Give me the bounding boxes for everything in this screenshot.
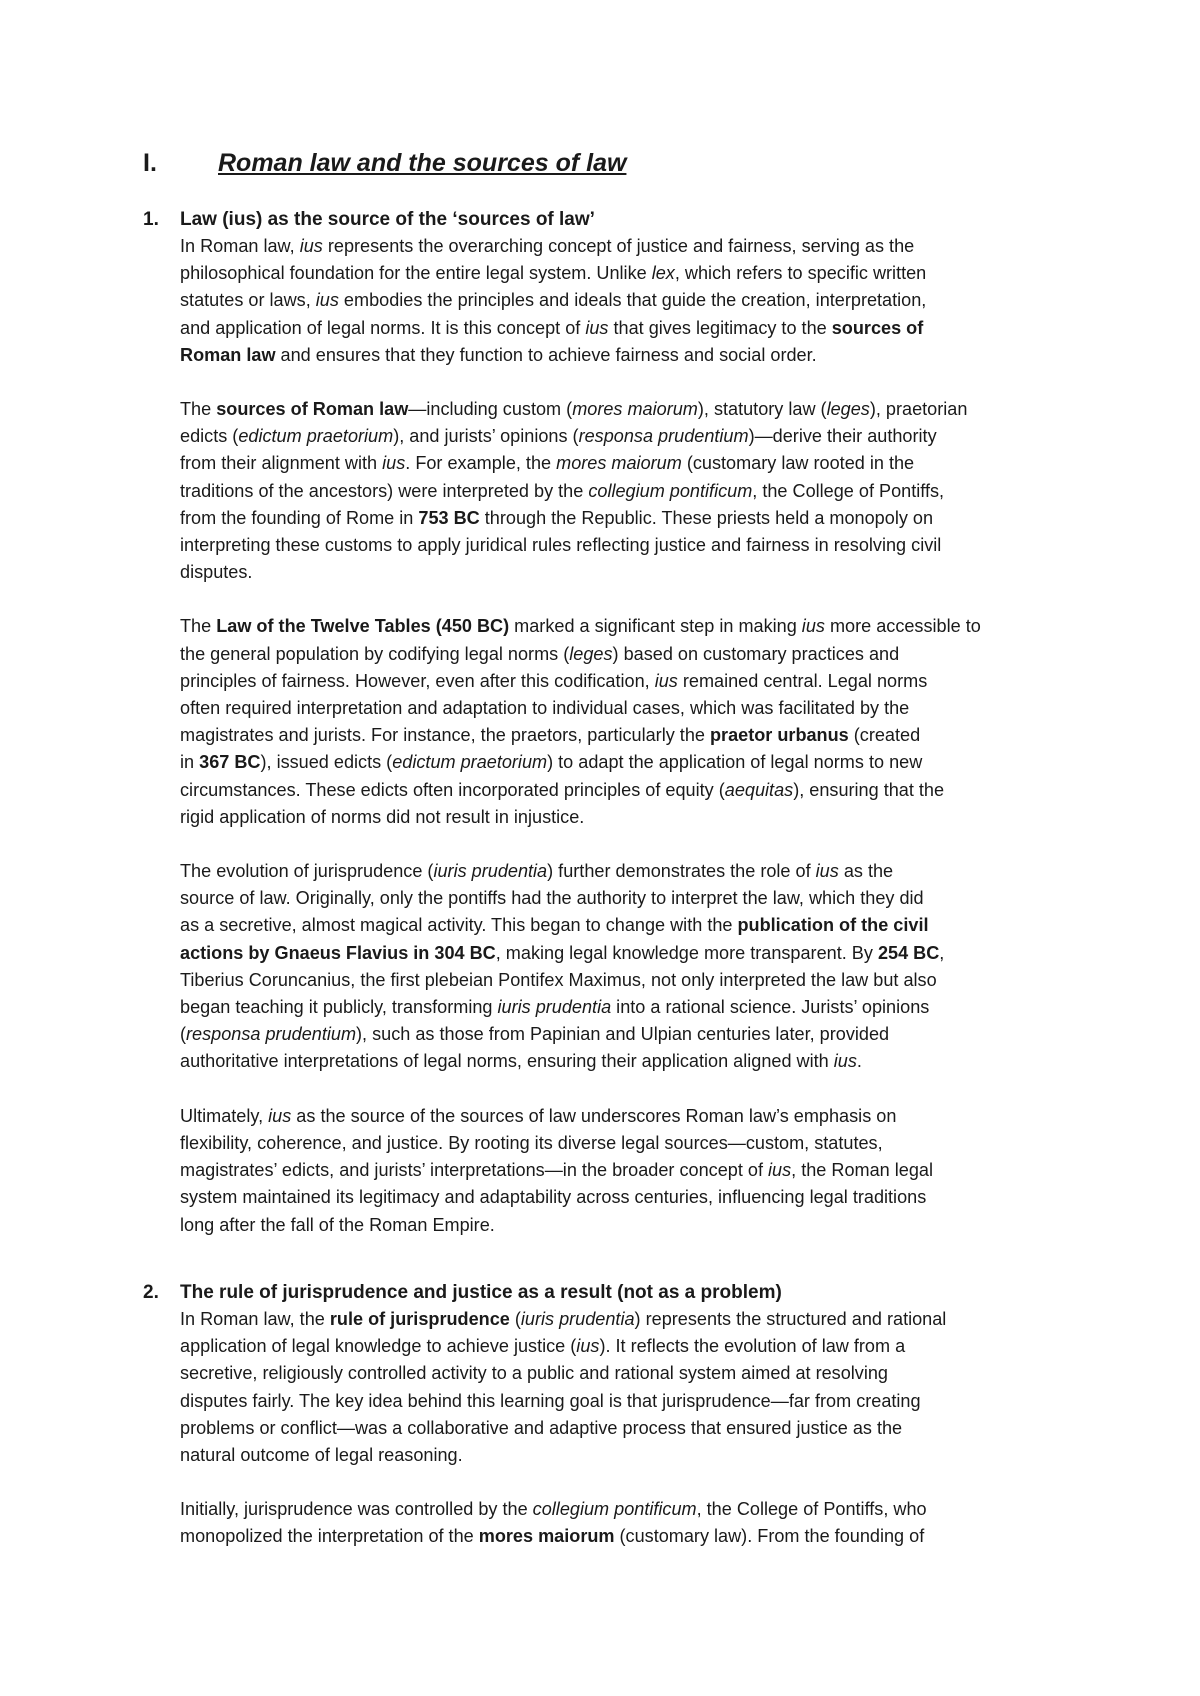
text-line: philosophical foundation for the entire legal system. Unlike lex, which refers to specific written [180, 263, 927, 284]
text-line: traditions of the ancestors) were interpreted by the collegium pontificum, the College of Pontiffs, [180, 480, 945, 501]
text-line: flexibility, coherence, and justice. By rooting its diverse legal sources—custom, statutes, [180, 1132, 883, 1153]
text-line: the general population by codifying legal norms (leges) based on customary practices and [180, 643, 900, 664]
text-line: from their alignment with ius. For example, the mores maiorum (customary law rooted in the [180, 453, 915, 474]
paragraph [180, 1496, 1083, 1550]
paragraph [180, 613, 1083, 831]
text-line: In Roman law, the rule of jurisprudence (iuris prudentia) represents the structured and rational [180, 1309, 947, 1329]
text-line: and application of legal norms. It is this concept of ius that gives legitimacy to the sources of [180, 317, 924, 338]
text-line: The Law of the Twelve Tables (450 BC) marked a significant step in making ius more accessible to [180, 616, 981, 637]
paragraph [180, 858, 1083, 1076]
text-line: source of law. Originally, only the pontiffs had the authority to interpret the law, which they did [180, 888, 924, 909]
paragraph [180, 396, 1083, 586]
text-line: as a secretive, almost magical activity. This began to change with the publication of the civil [180, 915, 929, 936]
section-2-heading [143, 1279, 1083, 1306]
text-line: often required interpretation and adaptation to individual cases, which was facilitated by the [180, 698, 910, 719]
section-1-number: 1. [143, 209, 159, 230]
text-line: The evolution of jurisprudence (iuris prudentia) further demonstrates the role of ius as the [180, 861, 894, 882]
text-line: interpreting these customs to apply juridical rules reflecting justice and fairness in resolving civil [180, 535, 942, 556]
paragraph [180, 233, 1083, 369]
text-line: authoritative interpretations of legal norms, ensuring their application aligned with ius. [180, 1051, 862, 1072]
section-2-number: 2. [143, 1282, 159, 1303]
text-line: problems or conflict—was a collaborative and adaptive process that ensured justice as the [180, 1417, 903, 1438]
section-2-title: The rule of jurisprudence and justice as a result (not as a problem) [180, 1282, 782, 1303]
text-line: principles of fairness. However, even after this codification, ius remained central. Legal norms [180, 670, 928, 691]
text-line: system maintained its legitimacy and adaptability across centuries, influencing legal traditions [180, 1187, 927, 1208]
chapter-title: Roman law and the sources of law [218, 149, 627, 177]
text-line: magistrates’ edicts, and jurists’ interpretations—in the broader concept of ius, the Roman legal [180, 1160, 933, 1181]
paragraph [180, 1306, 1083, 1469]
section-2 [143, 1279, 1083, 1551]
section-1-title: Law (ius) as the source of the ‘sources of law’ [180, 209, 595, 230]
section-1-heading [143, 206, 1083, 233]
text-line: application of legal knowledge to achieve justice (ius). It reflects the evolution of law from a [180, 1336, 906, 1357]
text-line: Initially, jurisprudence was controlled by the collegium pontificum, the College of Pontiffs, who [180, 1499, 927, 1520]
section-1 [143, 206, 1083, 1239]
text-line: began teaching it publicly, transforming iuris prudentia into a rational science. Jurists’ opinions [180, 997, 930, 1018]
text-line: actions by Gnaeus Flavius in 304 BC, making legal knowledge more transparent. By 254 BC, [180, 942, 945, 963]
text-line: statutes or laws, ius embodies the principles and ideals that guide the creation, interpretation, [180, 290, 927, 311]
text-line: magistrates and jurists. For instance, the praetors, particularly the praetor urbanus (created [180, 725, 921, 746]
text-line: secretive, religiously controlled activity to a public and rational system aimed at resolving [180, 1363, 888, 1384]
text-line: disputes fairly. The key idea behind this learning goal is that jurisprudence—far from creating [180, 1390, 921, 1411]
text-line: Roman law and ensures that they function to achieve fairness and social order. [180, 344, 817, 365]
text-line: In Roman law, ius represents the overarching concept of justice and fairness, serving as the [180, 236, 915, 256]
paragraph [180, 1103, 1083, 1239]
text-line: in 367 BC), issued edicts (edictum praetorium) to adapt the application of legal norms to new [180, 752, 923, 773]
chapter-number: I. [143, 149, 157, 177]
text-line: long after the fall of the Roman Empire. [180, 1214, 495, 1235]
text-line: The sources of Roman law—including custom (mores maiorum), statutory law (leges), praetorian [180, 399, 968, 420]
text-line: circumstances. These edicts often incorporated principles of equity (aequitas), ensuring that the [180, 779, 945, 800]
text-line: natural outcome of legal reasoning. [180, 1445, 463, 1466]
text-line: rigid application of norms did not result in injustice. [180, 806, 585, 827]
text-line: (responsa prudentium), such as those from Papinian and Ulpian centuries later, provided [180, 1024, 890, 1045]
text-line: monopolized the interpretation of the mores maiorum (customary law). From the founding of [180, 1526, 925, 1547]
text-line: edicts (edictum praetorium), and jurists’ opinions (responsa prudentium)—derive their authority [180, 426, 937, 447]
text-line: from the founding of Rome in 753 BC through the Republic. These priests held a monopoly on [180, 507, 934, 528]
text-line: Ultimately, ius as the source of the sources of law underscores Roman law’s emphasis on [180, 1105, 897, 1126]
chapter-heading [143, 146, 626, 180]
text-line: disputes. [180, 562, 253, 583]
text-line: Tiberius Coruncanius, the first plebeian Pontifex Maximus, not only interpreted the law but also [180, 969, 937, 990]
